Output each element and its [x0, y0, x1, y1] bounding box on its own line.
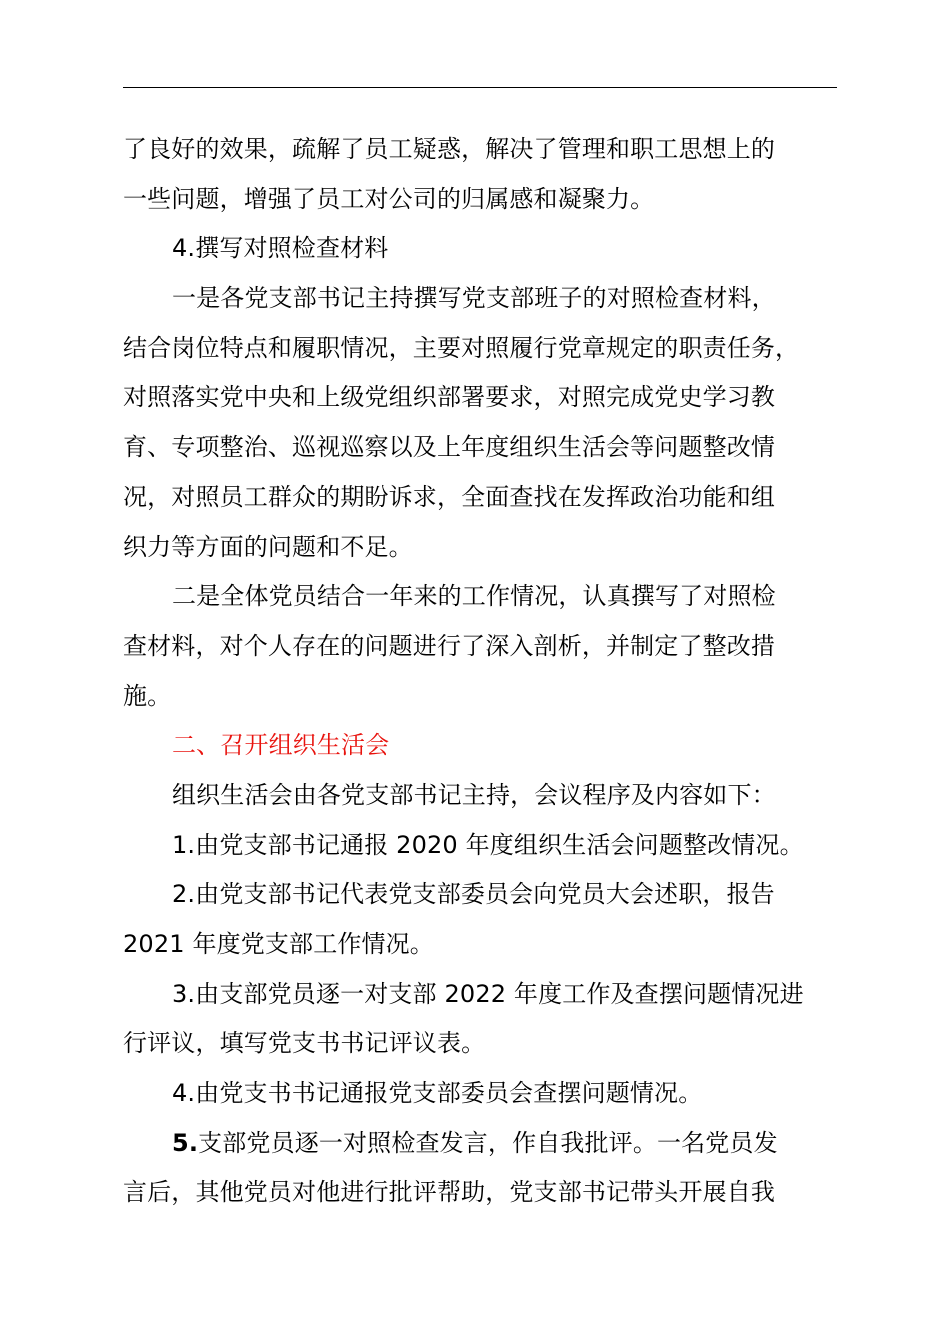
paragraph-line: 织力等方面的问题和不足。 [123, 532, 413, 561]
list-number: 5. [172, 1128, 199, 1157]
list-item: 1.由党支部书记通报 2020 年度组织生活会问题整改情况。 [172, 830, 804, 859]
paragraph-line: 结合岗位特点和履职情况，主要对照履行党章规定的职责任务， [123, 333, 800, 362]
list-item: 3.由支部党员逐一对支部 2022 年度工作及查摆问题情况进 [172, 979, 804, 1008]
paragraph-line: 二是全体党员结合一年来的工作情况，认真撰写了对照检 [172, 582, 776, 611]
paragraph-line: 育、专项整治、巡视巡察以及上年度组织生活会等问题整改情 [123, 433, 776, 462]
paragraph-line: 行评议，填写党支书书记评议表。 [123, 1029, 486, 1058]
paragraph-line: 况，对照员工群众的期盼诉求，全面查找在发挥政治功能和组 [123, 482, 776, 511]
list-item-text: 支部党员逐一对照检查发言，作自我批评。一名党员发 [198, 1128, 778, 1157]
paragraph-line: 查材料，对个人存在的问题进行了深入剖析，并制定了整改措 [123, 631, 776, 660]
paragraph-line: 了良好的效果，疏解了员工疑惑，解决了管理和职工思想上的 [123, 135, 776, 163]
section-heading-red: 二、召开组织生活会 [172, 731, 390, 760]
paragraph-line: 对照落实党中央和上级党组织部署要求，对照完成党史学习教 [123, 383, 776, 412]
paragraph-line: 2021 年度党支部工作情况。 [123, 930, 434, 958]
list-item: 2.由党支部书记代表党支部委员会向党员大会述职，报告 [172, 880, 775, 909]
header-rule [123, 87, 837, 88]
paragraph-line: 言后，其他党员对他进行批评帮助，党支部书记带头开展自我 [123, 1178, 776, 1207]
paragraph-line: 一些问题，增强了员工对公司的归属感和凝聚力。 [123, 184, 655, 213]
paragraph-line: 一是各党支部书记主持撰写党支部班子的对照检查材料， [172, 284, 776, 313]
paragraph-line: 组织生活会由各党支部书记主持，会议程序及内容如下： [172, 780, 776, 809]
paragraph-line: 施。 [123, 681, 172, 710]
document-body [123, 125, 841, 1218]
list-item [123, 1119, 841, 1169]
section-heading: 4.撰写对照检查材料 [172, 234, 389, 263]
list-item: 4.由党支书书记通报党支部委员会查摆问题情况。 [172, 1079, 703, 1108]
